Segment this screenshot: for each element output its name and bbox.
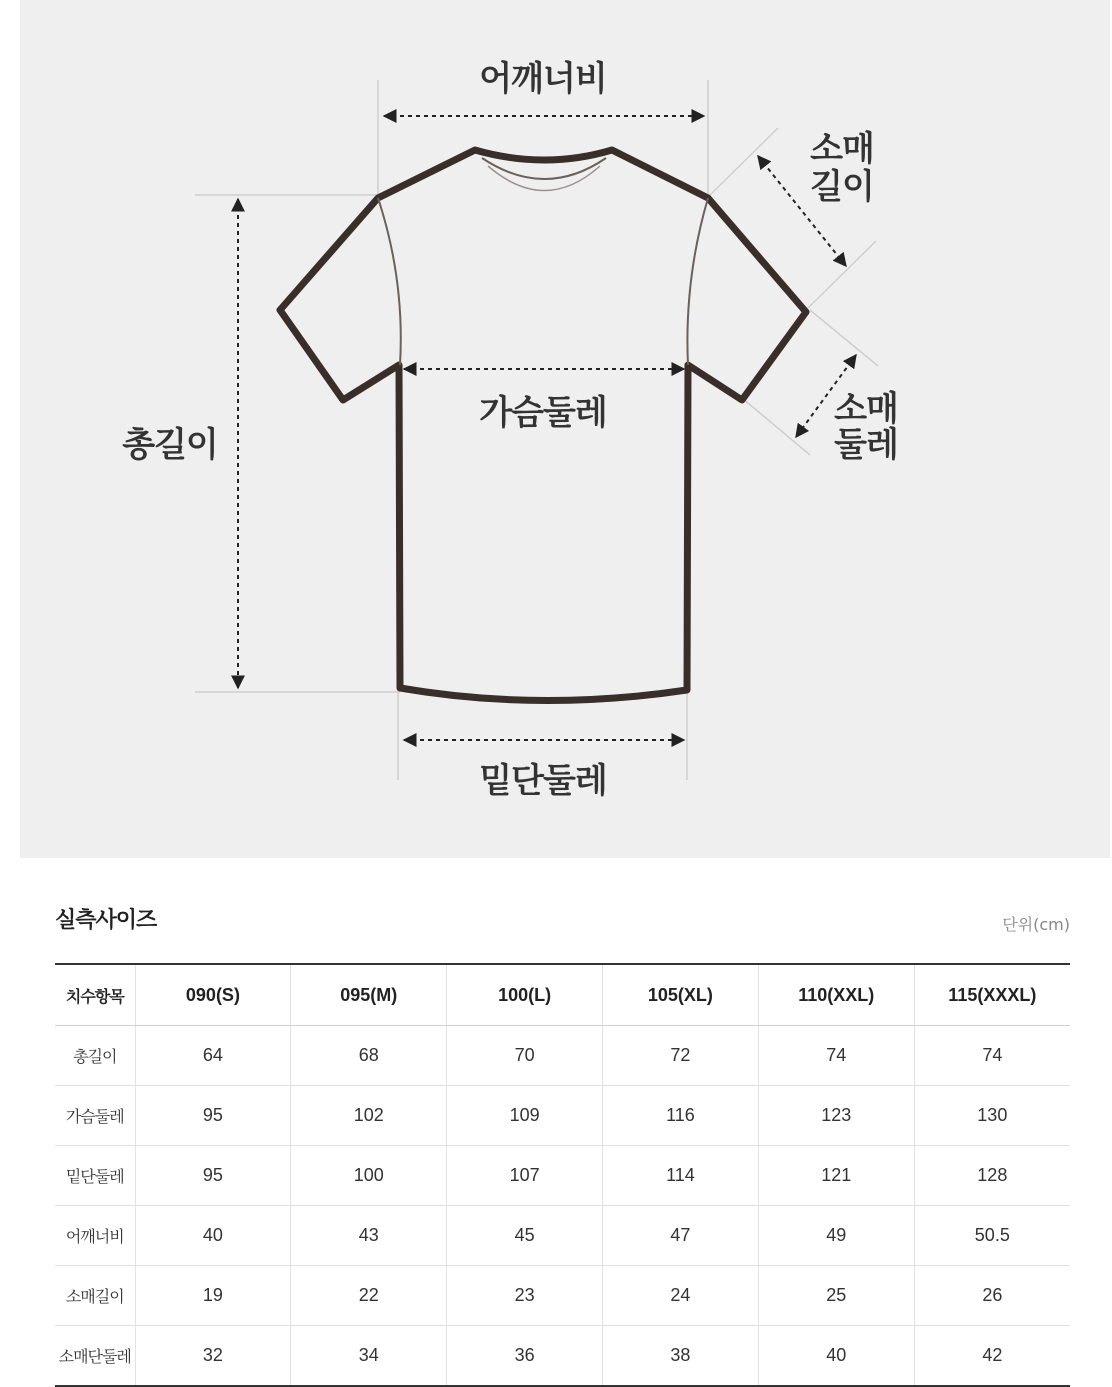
table-cell: 70 [447,1026,603,1086]
table-cell: 123 [758,1086,914,1146]
table-cell: 42 [914,1326,1070,1387]
row-label: 소매길이 [55,1266,135,1326]
sleeve-length-label-line1: 소매 [810,129,874,169]
row-label: 소매단둘레 [55,1326,135,1387]
row-label: 밑단둘레 [55,1146,135,1206]
shoulder-width-label: 어깨너비 [479,59,607,99]
table-cell: 95 [135,1146,291,1206]
table-cell: 130 [914,1086,1070,1146]
table-cell: 40 [135,1206,291,1266]
table-cell: 107 [447,1146,603,1206]
table-cell: 100 [291,1146,447,1206]
table-cell: 95 [135,1086,291,1146]
header-size: 105(XL) [603,964,759,1026]
table-row [55,1206,1070,1266]
header-size: 115(XXXL) [914,964,1070,1026]
table-row [55,1266,1070,1326]
header-item: 치수항목 [55,964,135,1026]
table-cell: 109 [447,1086,603,1146]
table-cell: 116 [603,1086,759,1146]
table-cell: 74 [914,1026,1070,1086]
header-size: 100(L) [447,964,603,1026]
table-cell: 43 [291,1206,447,1266]
size-table [55,963,1070,1387]
table-cell: 114 [603,1146,759,1206]
tshirt-diagram [20,0,1110,858]
table-row [55,1326,1070,1387]
header-size: 110(XXL) [758,964,914,1026]
sleeve-length-label-line2: 길이 [810,167,874,207]
table-header-row [55,964,1070,1026]
header-size: 095(M) [291,964,447,1026]
table-cell: 121 [758,1146,914,1206]
table-cell: 47 [603,1206,759,1266]
table-cell: 128 [914,1146,1070,1206]
row-label: 어깨너비 [55,1206,135,1266]
table-cell: 25 [758,1266,914,1326]
total-length-label: 총길이 [122,425,218,465]
sleeve-width-label-line2: 둘레 [834,425,898,465]
table-cell: 34 [291,1326,447,1387]
row-label: 가슴둘레 [55,1086,135,1146]
table-cell: 64 [135,1026,291,1086]
table-cell: 32 [135,1326,291,1387]
table-row [55,1146,1070,1206]
sleeve-width-label-line1: 소매 [834,389,898,429]
header-size: 090(S) [135,964,291,1026]
table-cell: 102 [291,1086,447,1146]
section-title: 실측사이즈 [55,908,157,933]
table-cell: 26 [914,1266,1070,1326]
table-cell: 23 [447,1266,603,1326]
table-row [55,1086,1070,1146]
table-cell: 68 [291,1026,447,1086]
table-cell: 36 [447,1326,603,1387]
table-cell: 50.5 [914,1206,1070,1266]
hem-label: 밑단둘레 [479,761,607,801]
table-row [55,1026,1070,1086]
table-cell: 19 [135,1266,291,1326]
size-diagram [20,0,1110,858]
table-cell: 74 [758,1026,914,1086]
row-label: 총길이 [55,1026,135,1086]
chest-label: 가슴둘레 [479,393,607,433]
table-cell: 24 [603,1266,759,1326]
table-cell: 49 [758,1206,914,1266]
unit-label: 단위(cm) [1002,915,1070,934]
table-cell: 38 [603,1326,759,1387]
table-cell: 72 [603,1026,759,1086]
table-cell: 45 [447,1206,603,1266]
table-cell: 40 [758,1326,914,1387]
table-cell: 22 [291,1266,447,1326]
